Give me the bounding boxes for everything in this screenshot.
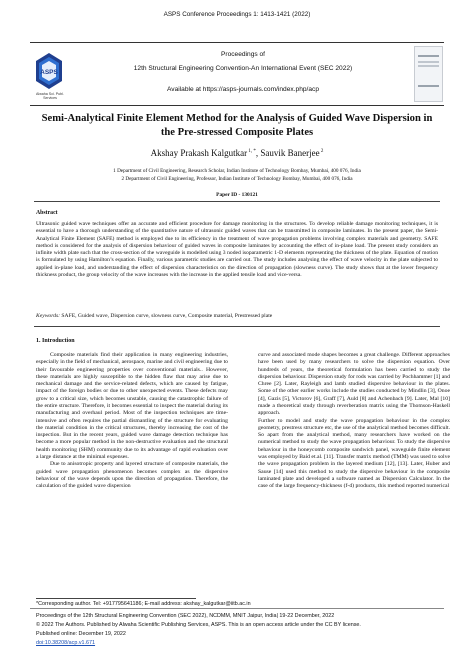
title-line-1: Semi-Analytical Finite Element Method for the Analysis of Guided Wave Dispersion in xyxy=(41,113,433,124)
author-2: , Sauvik Banerjee xyxy=(255,148,320,158)
doi-link[interactable]: doi:10.38208/acp.v1.671 xyxy=(36,640,96,646)
asps-logo-icon xyxy=(34,52,64,90)
logo-caption: Alwaha Sci. Publ. Services xyxy=(36,92,64,100)
keywords-label: Keywords: xyxy=(36,313,61,319)
footer-license: © 2022 The Authors. Published by Alwaha Scientific Publishing Services, ASPS. This is an open access article under the CC BY license. xyxy=(36,622,361,628)
body-column-right xyxy=(258,352,450,490)
affiliation-1: 1 Department of Civil Engineering, Research Scholar, Indian Institute of Technology Bombay, Mumbai, 400 076, India xyxy=(113,168,361,174)
footer-published: Published online: December 19, 2022 xyxy=(36,631,126,637)
paragraph: Due to anisotropic property and layered structure of composite materials, the guided wave propagation phenomenon becomes complex as the dispersive behaviour of the wave depends upon the direction of propagation. Therefore, the calculation of the guided wave dispersion xyxy=(36,461,228,490)
footer-divider xyxy=(30,608,444,609)
author-list xyxy=(0,148,474,158)
corresponding-author-footnote: *Corresponding author. Tel: +917795641186; E-mail address: akshay_kalgutkar@iitb.ac.in xyxy=(36,601,251,607)
paragraph: curve and associated mode shapes becomes a great challenge. Different approaches have been used by many researchers to solve the dispersion equation. Over hundreds of years, the theoretical formulation has been carried to study the dispersion behaviour. Dispersion study for rods was carried by Pochhammer [1] and Chree [2]. Later, Rayleigh and lamb studied dispersive behaviour in the plates. Some of the other earlier works include the studies conducted by Mindlin [3], Onoe [4], Gazis [5], Victorov [6], Graff [7], Auld [8] and Achenbach [9]. Later, Mal [10] made a theoretical study through reverberation matrix using the Thomson-Haskell approach. xyxy=(258,352,450,417)
footnote-rule xyxy=(36,598,196,599)
keywords-bottom-rule xyxy=(34,326,440,327)
available-at-link[interactable]: Available at https://asps-journals.com/index.php/acp xyxy=(167,86,319,93)
author-1-superscript: 1, * xyxy=(247,149,256,154)
abstract-text: Ultrasonic guided wave techniques offer an accurate and efficient procedure for damage monitoring in the structures. To develop reliable damage monitoring techniques, it is essential to have a thorough understanding of the quantitative nature of ultrasonic guided waves that can be transmitted in composite laminates. In the present paper, the Semi-Analytical Finite Element (SAFE) method is employed due to its efficiency in the treatment of wave propagation problems involving complex materials and geometry. SAFE method is considered for the analysis of dispersion behaviour of guided waves in composite laminates by accounting the effect of in-plane load. The present study considers an infinite width plate such that the cross-section of the waveguide is modelled using 3 noded isoparametric 1-D elements representing the thickness of the plate. Equation of motion is formulated by using Hamilton’s equation. Finally, various parametric studies are carried out. The study includes analysing the effect of wave velocity in the plate subjected to applied in-plane load, and understanding the effect of dispersion characteristics on the direction of propagation (slowness curve). The study shows that at the lower frequency thickness product, the group velocity of the wave increases with the increase in the applied tensile load and vice-versa. xyxy=(36,221,438,279)
abstract-top-rule xyxy=(34,201,440,202)
section-heading-introduction: 1. Introduction xyxy=(36,338,75,344)
author-1: Akshay Prakash Kalgutkar xyxy=(150,148,248,158)
proceedings-cover-thumbnail xyxy=(414,46,443,102)
running-head: ASPS Conference Proceedings 1: 1413-1421 (2022) xyxy=(163,11,311,18)
keywords-list: SAFE, Guided wave, Dispersion curve, slowness curve, Composite material, Prestressed plate xyxy=(60,313,273,319)
paragraph: Further to model and study the wave propagation behaviour in the complex geometry, prestress structure etc, the use of the analytical method becomes difficult. So apart from the analytical method, many researchers have worked on the numerical method to study the wave propagation behaviour. To study the dispersive behaviour in the honeycomb composite sandwich panel, waveguide finite element was employed by Baid et.al. [11]. Transfer matrix method (TMM) was used to solve the wave propagation problem in the layered medium [12], [13]. Later, Huber and Sause [14] used this method to study the dispersive behaviour in the composite laminated plate and developed a software named as Dispersion Calculator. In the case of the large frequency-thickness (f-d) products, this method reported numerical xyxy=(258,417,450,490)
footer-proceedings: Proceedings of the 12th Structural Engineering Convention (SEC 2022), NCDMM, MNIT Jaipur, India| 19-22 December, 2022 xyxy=(36,613,335,619)
paragraph: Composite materials find their application in many engineering industries, especially in the field of mechanical, aerospace, marine and civil engineering due to their favourable engineering properties over conventional materials.. However, these materials are highly susceptible to the hidden flaw that may arise due to mechanical damage and the service-related defects, which are caused by fatigue, impact of the foreign bodies or due to other unexpected events. These defects may grow to a critical size, which becomes unstable, causing the catastrophic failure of the entire structure. Therefore, it becomes essential to inspect the material during its manufacturing and overhaul period. Most of the inspection techniques are time-intensive and often requires the partial dismantling of the structure for evaluating the material condition in the critical structures, thereby increasing the cost of the inspection. But in the recent years, guided wave damage detection technique has become a more popular method in the non-destructive evaluation and the structural health monitoring (SHM) community due to its advantage of rapid evaluation over a large distance at the minimal expenses. xyxy=(36,352,228,460)
affiliation-2: 2 Department of Civil Engineering, Professor, Indian Institute of Technology Bombay, Mumbai, 400 076, India xyxy=(121,176,353,182)
keywords xyxy=(36,313,438,319)
author-2-superscript: 2 xyxy=(319,149,324,154)
proceedings-label: Proceedings of xyxy=(221,51,265,58)
body-column-left xyxy=(36,352,228,490)
svg-text:ASPS: ASPS xyxy=(40,69,58,76)
paper-id: Paper ID - 130121 xyxy=(216,192,258,198)
abstract-heading: Abstract xyxy=(36,210,58,216)
title-line-2: the Pre-stressed Composite Plates xyxy=(160,127,314,138)
paper-title xyxy=(20,112,454,140)
convention-name: 12th Structural Engineering Convention-An International Event (SEC 2022) xyxy=(133,65,353,72)
footer-doi xyxy=(36,640,442,647)
